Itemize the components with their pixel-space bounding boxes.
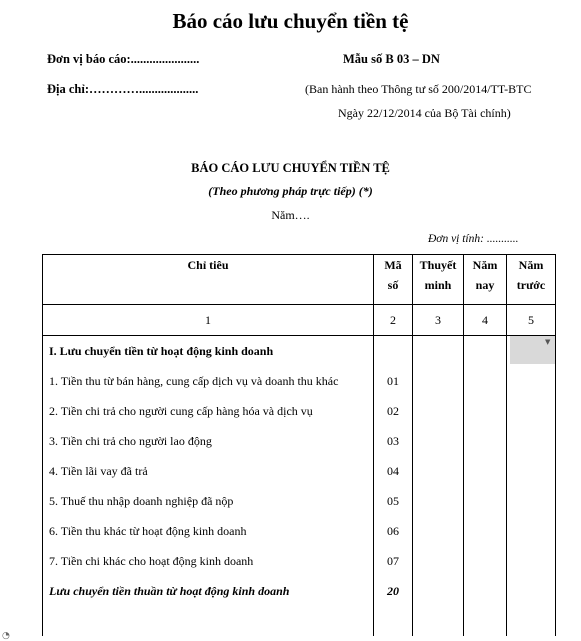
row-code: 20	[374, 576, 413, 606]
table-row	[43, 546, 556, 576]
header-code: Mã số	[374, 255, 413, 305]
row-notes	[413, 486, 464, 516]
row-label: I. Lưu chuyển tiền từ hoạt động kinh doanh	[43, 336, 374, 367]
issued-by: (Ban hành theo Thông tư số 200/2014/TT-BTC	[305, 82, 532, 96]
row-label: Lưu chuyển tiền thuần từ hoạt động kinh doanh	[43, 576, 374, 606]
row-current-year	[464, 396, 507, 426]
column-number: 4	[464, 305, 507, 336]
row-previous-year	[507, 426, 556, 456]
row-current-year	[464, 486, 507, 516]
header-indicator: Chỉ tiêu	[43, 255, 374, 305]
row-notes	[413, 576, 464, 606]
row-label: 3. Tiền chi trả cho người lao động	[43, 426, 374, 456]
header-notes: Thuyết minh	[413, 255, 464, 305]
row-code	[374, 336, 413, 367]
address-dots: …………...................	[89, 82, 199, 96]
column-number: 5	[507, 305, 556, 336]
row-code: 01	[374, 366, 413, 396]
document-title: Báo cáo lưu chuyển tiền tệ	[172, 9, 409, 33]
row-current-year	[464, 516, 507, 546]
row-notes	[413, 396, 464, 426]
report-title: BÁO CÁO LƯU CHUYỂN TIỀN TỆ	[191, 161, 390, 175]
row-code: 07	[374, 546, 413, 576]
row-current-year	[464, 456, 507, 486]
row-code: 02	[374, 396, 413, 426]
row-notes	[413, 426, 464, 456]
header-previous-year: Năm trước	[507, 255, 556, 305]
table-row	[43, 426, 556, 456]
row-notes	[413, 516, 464, 546]
address-line	[47, 82, 198, 97]
row-code	[374, 606, 413, 636]
row-notes	[413, 606, 464, 636]
form-number: Mẫu số B 03 – DN	[343, 52, 440, 66]
row-label: 7. Tiền chi khác cho hoạt động kinh doanh	[43, 546, 374, 576]
table-row	[43, 396, 556, 426]
row-notes	[413, 546, 464, 576]
table-row	[43, 456, 556, 486]
report-subtitle: (Theo phương pháp trực tiếp) (*)	[208, 184, 373, 198]
table-row	[43, 336, 556, 367]
row-code: 04	[374, 456, 413, 486]
issued-date: Ngày 22/12/2014 của Bộ Tài chính)	[338, 106, 511, 120]
row-previous-year	[507, 546, 556, 576]
row-label: 2. Tiền chi trả cho người cung cấp hàng hóa và dịch vụ	[43, 396, 374, 426]
cash-flow-table	[42, 254, 556, 636]
column-number: 1	[43, 305, 374, 336]
header-current-year: Năm nay	[464, 255, 507, 305]
currency-unit: Đơn vị tính: ...........	[428, 233, 519, 245]
row-previous-year	[507, 456, 556, 486]
row-label	[43, 606, 374, 636]
wifi-signal-icon: ◔	[2, 631, 10, 641]
column-number-row	[43, 305, 556, 336]
report-year: Năm….	[271, 208, 310, 222]
table-row	[43, 606, 556, 636]
row-label: 4. Tiền lãi vay đã trả	[43, 456, 374, 486]
row-current-year	[464, 606, 507, 636]
row-notes	[413, 456, 464, 486]
row-previous-year	[507, 366, 556, 396]
dropdown-arrow-icon[interactable]: ▼	[545, 338, 551, 346]
row-current-year	[464, 546, 507, 576]
column-number: 3	[413, 305, 464, 336]
row-previous-year	[507, 606, 556, 636]
table-row	[43, 486, 556, 516]
row-code: 06	[374, 516, 413, 546]
row-code: 03	[374, 426, 413, 456]
reporting-unit: Đơn vị báo cáo:......................	[47, 52, 200, 66]
row-notes	[413, 366, 464, 396]
row-label: 5. Thuế thu nhập doanh nghiệp đã nộp	[43, 486, 374, 516]
table-row	[43, 576, 556, 606]
row-label: 6. Tiền thu khác từ hoạt động kinh doanh	[43, 516, 374, 546]
row-code: 05	[374, 486, 413, 516]
row-previous-year	[507, 576, 556, 606]
row-previous-year	[507, 516, 556, 546]
row-notes	[413, 336, 464, 367]
table-row	[43, 366, 556, 396]
row-previous-year	[507, 396, 556, 426]
row-current-year	[464, 366, 507, 396]
row-current-year	[464, 426, 507, 456]
row-previous-year	[507, 486, 556, 516]
table-row	[43, 516, 556, 546]
row-current-year	[464, 576, 507, 606]
column-number: 2	[374, 305, 413, 336]
address-label: Địa chỉ:	[47, 82, 90, 96]
table-header-row	[43, 255, 556, 305]
row-current-year	[464, 336, 507, 367]
row-label: 1. Tiền thu từ bán hàng, cung cấp dịch vụ và doanh thu khác	[43, 366, 374, 396]
